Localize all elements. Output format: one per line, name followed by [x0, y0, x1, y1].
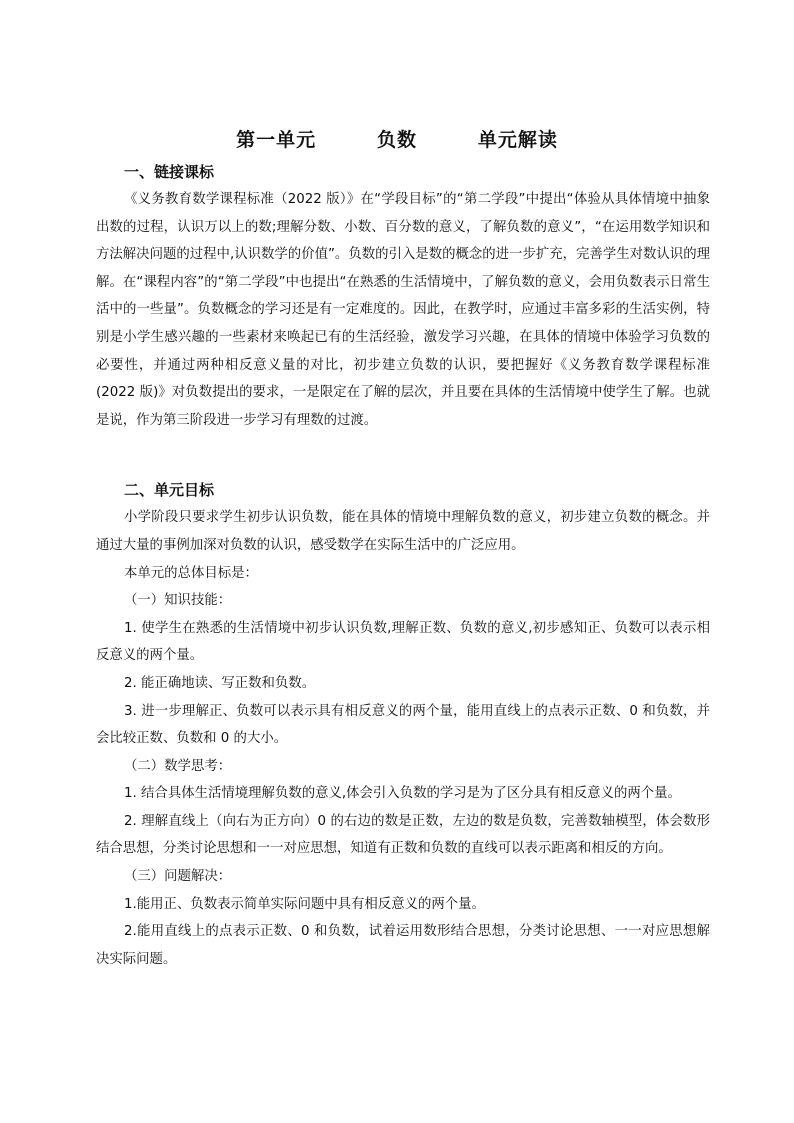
document-body [96, 158, 710, 973]
list-item-knowledge-1: 1. 使学生在熟悉的生活情境中初步认识负数,理解正数、负数的意义,初步感知正、负数可以表示相反意义的两个量。 [96, 620, 710, 664]
list-item-problem-2: 2.能用直线上的点表示正数、0 和负数，试着运用数形结合思想，分类讨论思想、一一对应思想解决实际问题。 [96, 924, 710, 967]
document-title: 第一单元 负数 单元解读 [236, 129, 558, 151]
paragraph-curriculum: 《义务教育数学课程标准（2022 版）》在“学段目标”的“第二学段”中提出“体验从具体情境中抽象出数的过程，认识万以上的数;理解分数、小数、百分数的意义，了解负数的意义”，“在运用数学知识和方法解决问题的过程中,认识数学的价值”。负数的引入是数的概念的进一步扩充，完善学生对数认识的理解。在“课程内容”的“第二学段”中也提出“在熟悉的生活情境中，了解负数的意义，会用负数表示日常生活中的一些量”。负数概念的学习还是有一定难度的。因此，在教学时，应通过丰富多彩的生活实例，特别是小学生感兴趣的一些素材来唤起已有的生活经验，激发学习兴趣，在具体的情境中体验学习负数的必要性，并通过两种相反意义量的对比，初步建立负数的认识，要把握好《义务教育数学课程标准(2022 版)》对负数提出的要求，一是限定在了解的层次，并且要在具体的生活情境中使学生了解。也就是说，作为第三阶段进一步学习有理数的过渡。 [96, 192, 710, 428]
list-item-thinking-1: 1. 结合具体生活情境理解负数的意义,体会引入负数的学习是为了区分具有相反意义的两个量。 [124, 786, 681, 802]
section-heading-unit-goals: 二、单元目标 [124, 481, 215, 500]
subheading-math-thinking: （二）数学思考： [124, 758, 232, 774]
list-item-knowledge-3: 3. 进一步理解正、负数可以表示具有相反意义的两个量，能用直线上的点表示正数、0 和负数，并会比较正数、负数和 0 的大小。 [96, 703, 710, 747]
paragraph-goals-intro: 小学阶段只要求学生初步认识负数，能在具体的情境中理解负数的意义，初步建立负数的概念。并通过大量的事例加深对负数的认识，感受数学在实际生活中的广泛应用。 [96, 510, 710, 553]
list-item-problem-1: 1.能用正、负数表示简单实际问题中具有相反意义的两个量。 [124, 896, 485, 912]
section-gap [96, 434, 710, 476]
section-heading-curriculum: 一、链接课标 [124, 163, 215, 181]
subheading-problem-solving: （三）问题解决： [124, 869, 232, 885]
list-item-thinking-2: 2. 理解直线上（向右为正方向）0 的右边的数是正数，左边的数是负数，完善数轴模型，体会数形结合思想，分类讨论思想和一一对应思想，知道有正数和负数的直线可以表示距离和相反的方向。 [96, 813, 710, 857]
subheading-knowledge-skills: （一）知识技能： [124, 593, 232, 609]
paragraph-overall-goal: 本单元的总体目标是： [124, 565, 258, 581]
list-item-knowledge-2: 2. 能正确地读、写正数和负数。 [124, 675, 316, 691]
